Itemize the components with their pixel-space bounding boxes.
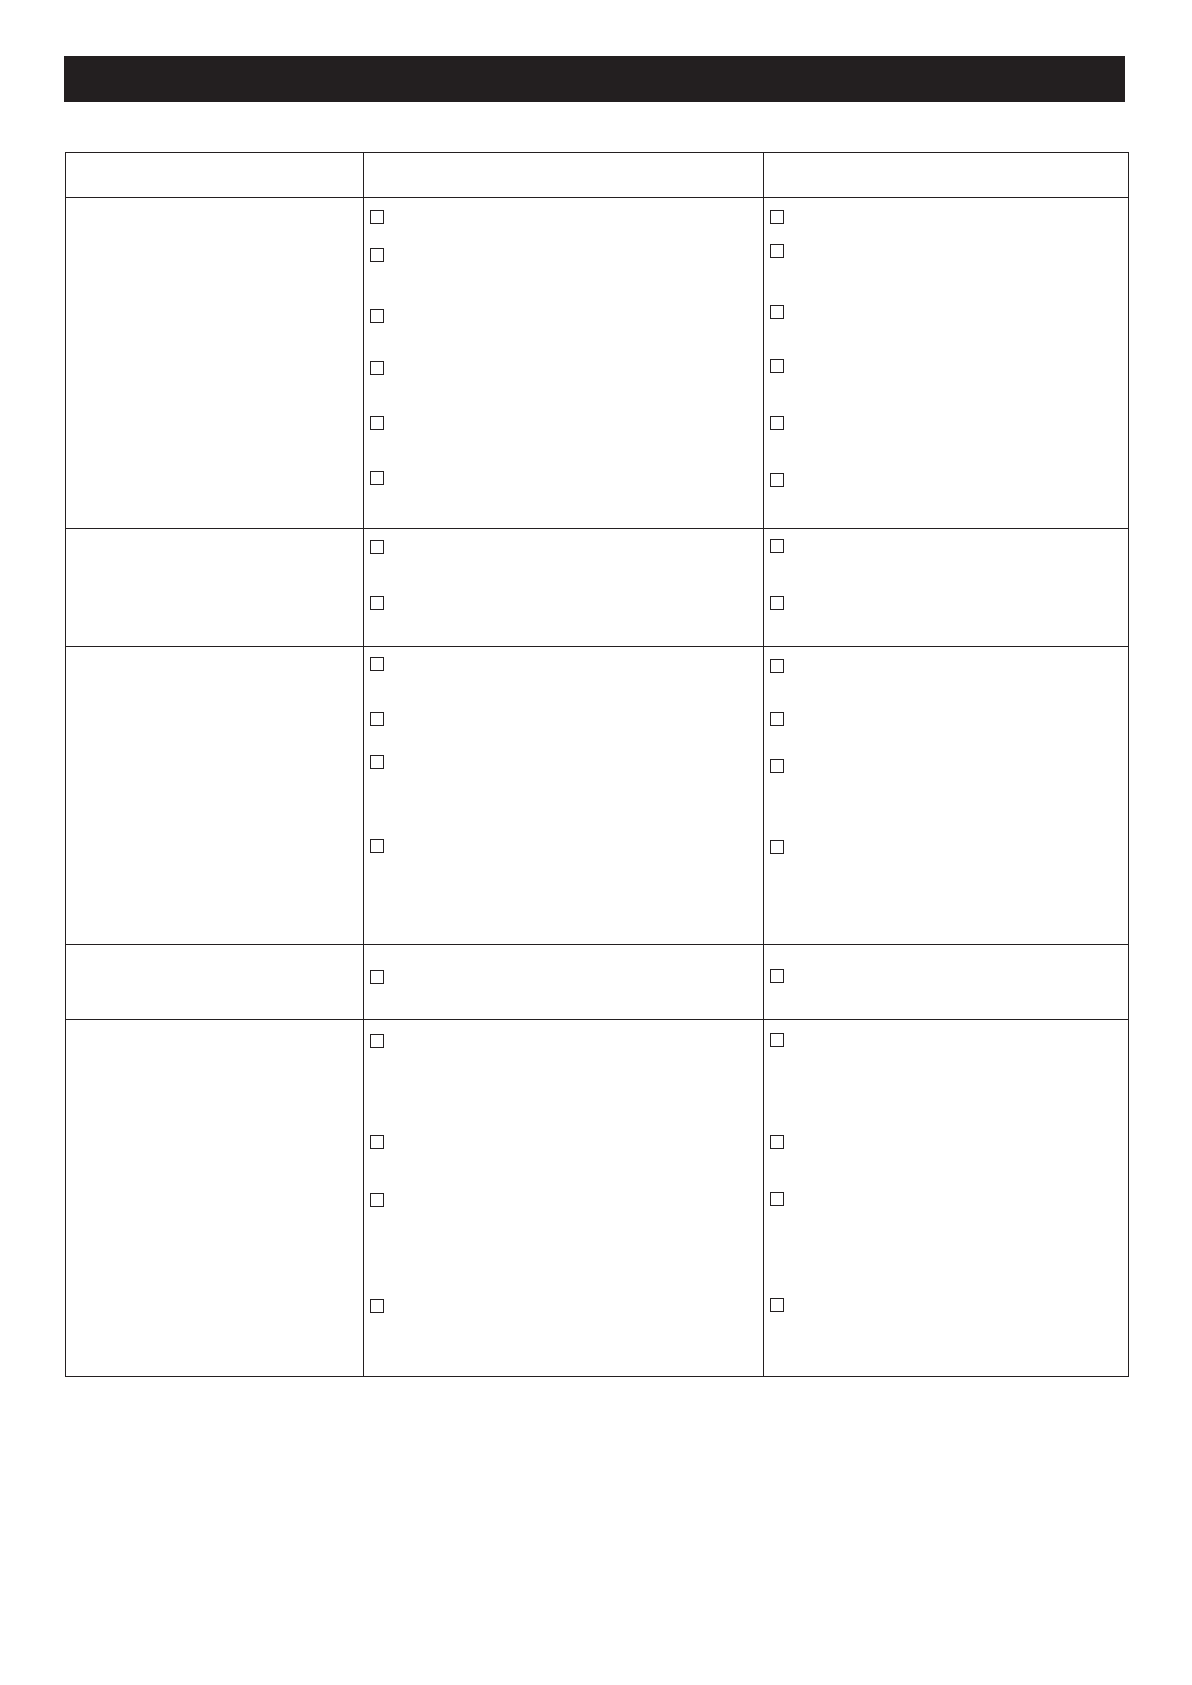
checkbox[interactable] — [370, 540, 384, 554]
checkbox[interactable] — [770, 305, 784, 319]
checkbox[interactable] — [370, 1193, 384, 1207]
category-cell — [66, 198, 364, 529]
option-a-cell — [364, 1020, 764, 1377]
option-b-cell — [764, 529, 1129, 647]
column-header — [364, 153, 764, 198]
title-bar — [64, 56, 1125, 102]
checkbox[interactable] — [370, 210, 384, 224]
checkbox[interactable] — [370, 1034, 384, 1048]
option-a-cell — [364, 529, 764, 647]
checkbox[interactable] — [370, 361, 384, 375]
checkbox[interactable] — [370, 839, 384, 853]
checkbox[interactable] — [370, 755, 384, 769]
checklist-table — [65, 152, 1129, 1377]
option-a-cell — [364, 945, 764, 1020]
section-row — [66, 198, 1129, 529]
option-b-cell — [764, 945, 1129, 1020]
category-cell — [66, 529, 364, 647]
checkbox[interactable] — [370, 309, 384, 323]
checkbox[interactable] — [770, 759, 784, 773]
checkbox[interactable] — [370, 416, 384, 430]
checkbox[interactable] — [370, 657, 384, 671]
section-row — [66, 529, 1129, 647]
section-row — [66, 1020, 1129, 1377]
checkbox[interactable] — [770, 473, 784, 487]
checkbox[interactable] — [770, 359, 784, 373]
checkbox[interactable] — [770, 1192, 784, 1206]
option-a-cell — [364, 647, 764, 945]
category-label — [66, 529, 363, 549]
checkbox[interactable] — [370, 712, 384, 726]
checkbox[interactable] — [770, 969, 784, 983]
checkbox[interactable] — [770, 244, 784, 258]
checkbox[interactable] — [770, 596, 784, 610]
option-b-cell — [764, 647, 1129, 945]
header-row — [66, 153, 1129, 198]
checkbox[interactable] — [770, 840, 784, 854]
option-b-cell — [764, 1020, 1129, 1377]
option-b-cell — [764, 198, 1129, 529]
checkbox[interactable] — [370, 1299, 384, 1313]
section-row — [66, 945, 1129, 1020]
checkbox[interactable] — [770, 712, 784, 726]
checkbox[interactable] — [370, 970, 384, 984]
checkbox[interactable] — [370, 1135, 384, 1149]
checkbox[interactable] — [770, 1033, 784, 1047]
category-label — [66, 198, 363, 218]
category-label — [66, 1020, 363, 1040]
option-a-cell — [364, 198, 764, 529]
category-label — [66, 945, 363, 965]
category-label — [66, 647, 363, 667]
checkbox[interactable] — [770, 416, 784, 430]
checkbox[interactable] — [770, 539, 784, 553]
category-cell — [66, 945, 364, 1020]
checkbox[interactable] — [770, 1298, 784, 1312]
checkbox[interactable] — [770, 210, 784, 224]
checkbox[interactable] — [370, 471, 384, 485]
category-cell — [66, 1020, 364, 1377]
checkbox[interactable] — [370, 596, 384, 610]
checkbox[interactable] — [770, 659, 784, 673]
checkbox[interactable] — [770, 1135, 784, 1149]
checkbox[interactable] — [370, 248, 384, 262]
category-cell — [66, 647, 364, 945]
column-header — [66, 153, 364, 198]
column-header — [764, 153, 1129, 198]
section-row — [66, 647, 1129, 945]
